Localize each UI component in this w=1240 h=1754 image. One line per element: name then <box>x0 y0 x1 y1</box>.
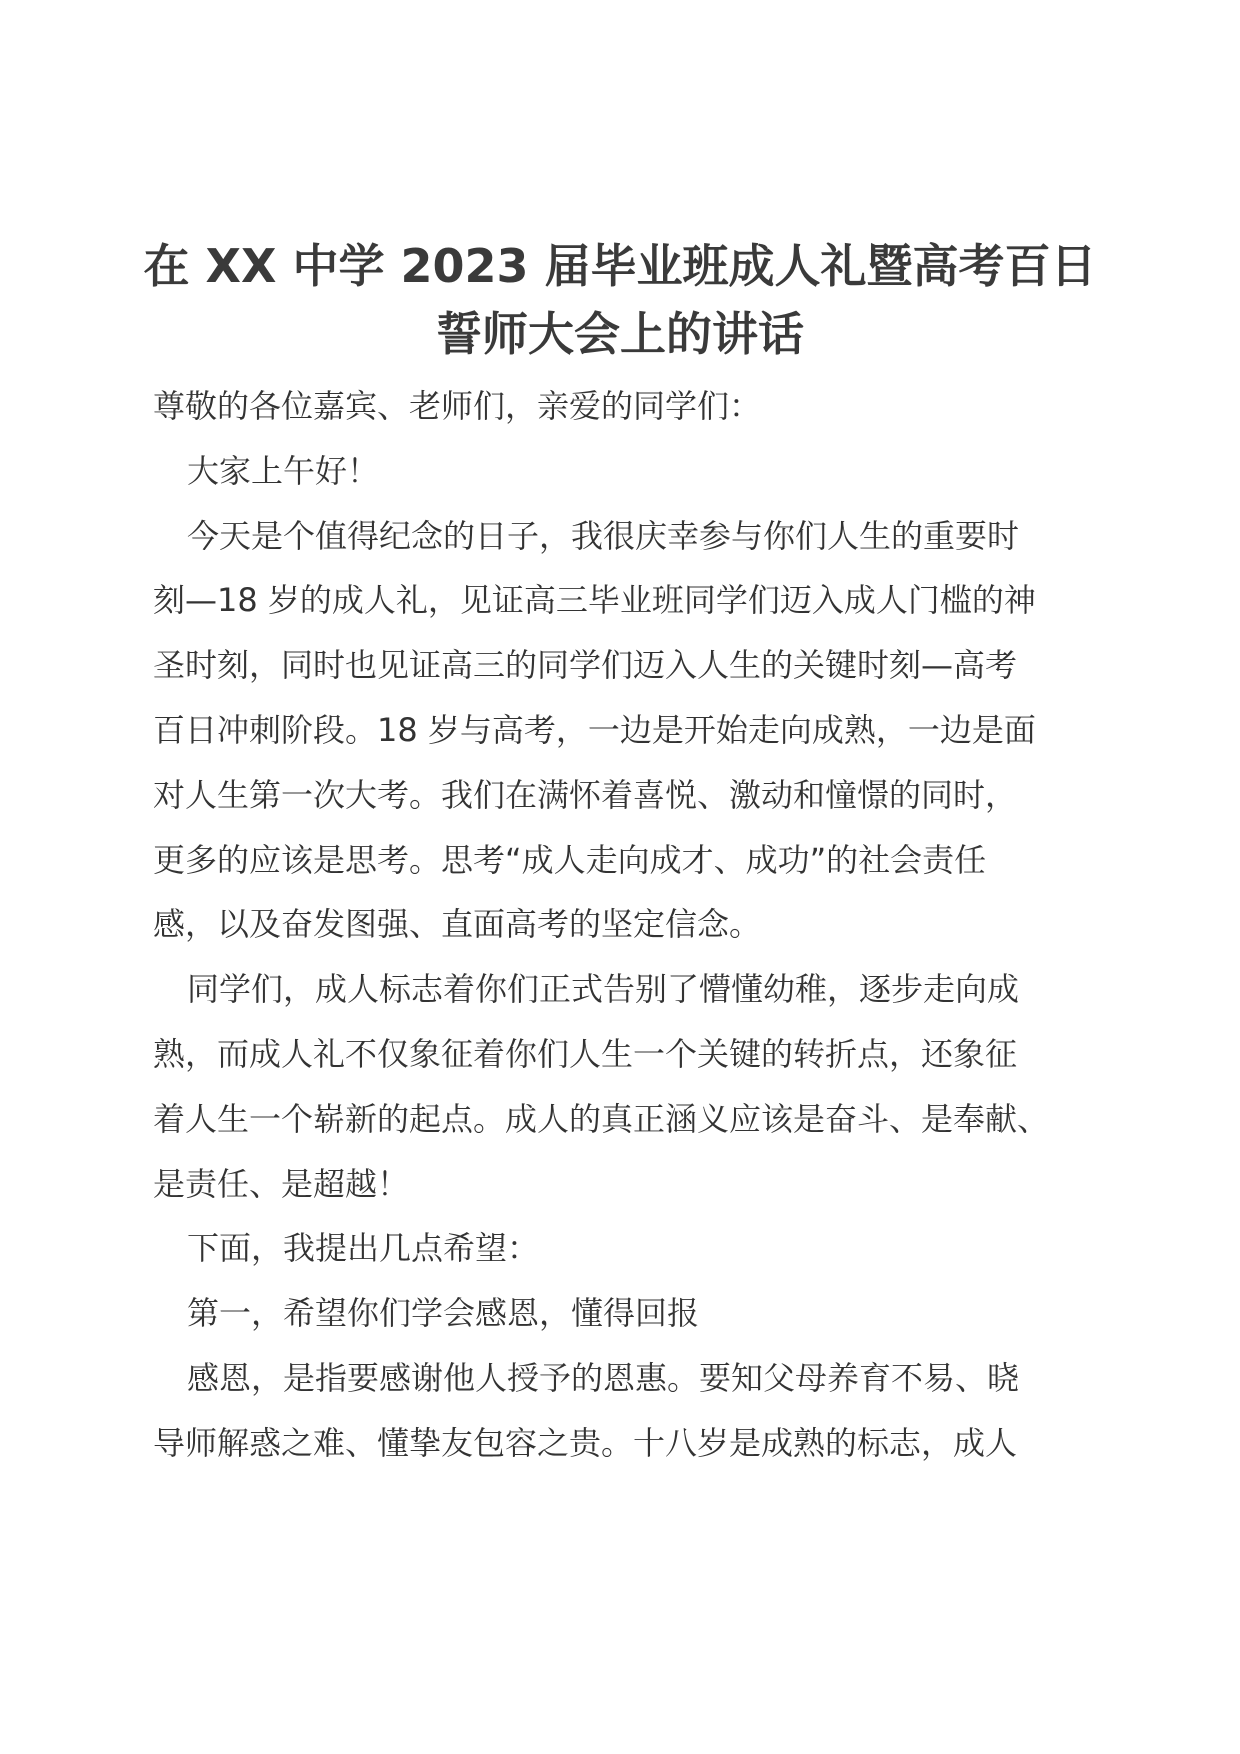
title-line-1: 在 XX 中学 2023 届毕业班成人礼暨高考百日 <box>143 239 1097 293</box>
text-line: 着人生一个崭新的起点。成人的真正涵义应该是奋斗、是奉献、 <box>153 1099 1050 1138</box>
page-title <box>140 232 1100 368</box>
text-line: 大家上午好！ <box>187 451 380 490</box>
text-line: 今天是个值得纪念的日子，我很庆幸参与你们人生的重要时 <box>187 516 1020 555</box>
text-line: 下面，我提出几点希望： <box>187 1229 540 1268</box>
text-line: 圣时刻，同时也见证高三的同学们迈入人生的关键时刻—高考 <box>153 646 1018 685</box>
text-line: 刻—18 岁的成人礼，见证高三毕业班同学们迈入成人门槛的神 <box>153 581 1036 620</box>
text-line: 熟，而成人礼不仅象征着你们人生一个关键的转折点，还象征 <box>153 1034 1018 1073</box>
text-line: 尊敬的各位嘉宾、老师们，亲爱的同学们： <box>153 387 762 425</box>
title-line-2: 誓师大会上的讲话 <box>436 307 804 361</box>
text-line: 是责任、是超越！ <box>153 1164 410 1203</box>
section-heading: 第一，希望你们学会感恩，懂得回报 <box>187 1294 700 1333</box>
document-body <box>153 374 1098 1476</box>
text-line: 对人生第一次大考。我们在满怀着喜悦、激动和憧憬的同时， <box>153 775 1018 814</box>
text-line: 感恩，是指要感谢他人授予的恩惠。要知父母养育不易、晓 <box>187 1358 1020 1397</box>
text-line: 更多的应该是思考。思考“成人走向成才、成功”的社会责任 <box>153 840 987 879</box>
text-line: 导师解惑之难、懂挚友包容之贵。十八岁是成熟的标志，成人 <box>153 1423 1018 1462</box>
text-line: 感，以及奋发图强、直面高考的坚定信念。 <box>153 905 762 944</box>
text-line: 同学们，成人标志着你们正式告别了懵懂幼稚，逐步走向成 <box>187 970 1020 1009</box>
text-line: 百日冲刺阶段。18 岁与高考，一边是开始走向成熟，一边是面 <box>153 710 1036 749</box>
